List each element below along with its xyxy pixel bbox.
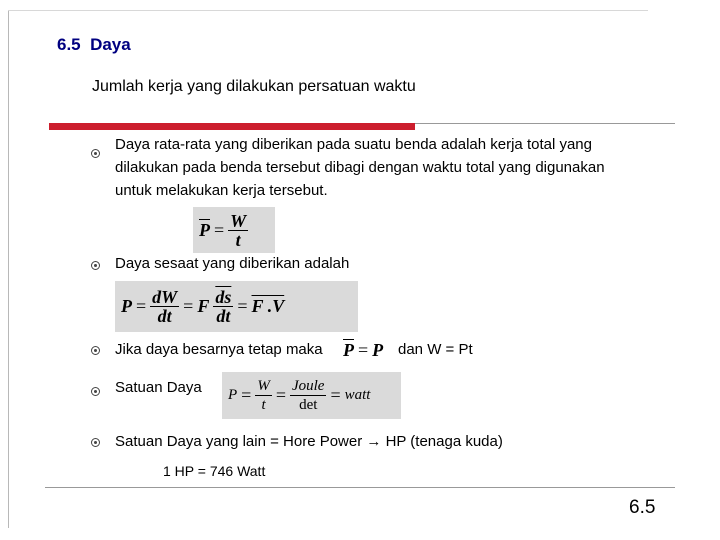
bullet-3-suffix: dan W = Pt bbox=[398, 341, 473, 358]
eq3-equals: = bbox=[358, 339, 369, 360]
equation-average-power bbox=[193, 207, 275, 253]
bullet-3-text: Jika daya besarnya tetap maka bbox=[115, 341, 323, 358]
eq2-equals-3: = bbox=[237, 296, 248, 316]
bullet-1-line-3: untuk melakukan kerja tersebut. bbox=[115, 182, 328, 199]
eq4-numerator-2: Joule bbox=[291, 378, 325, 394]
equation-instantaneous-power bbox=[115, 281, 358, 332]
bullet-5-subtext: 1 HP = 746 Watt bbox=[163, 463, 266, 479]
bullet-icon bbox=[91, 438, 100, 447]
eq3-lhs: $\overline{P}$ bbox=[343, 339, 354, 360]
eq1-denominator: t bbox=[235, 229, 241, 250]
page-number: 6.5 bbox=[629, 497, 656, 518]
eq2-result: F .V bbox=[251, 296, 285, 316]
bullet-1-line-1: Daya rata-rata yang diberikan pada suatu benda adalah kerja total yang bbox=[115, 136, 592, 153]
bullet-icon bbox=[91, 387, 100, 396]
bullet-icon bbox=[91, 261, 100, 270]
footer-rule bbox=[45, 487, 675, 488]
eq2-numerator-1: dW bbox=[152, 287, 178, 307]
eq2-numerator-2: $\overline{ds}$ bbox=[215, 287, 232, 307]
eq1-numerator: W bbox=[230, 210, 247, 231]
accent-bar bbox=[49, 123, 415, 130]
eq4-result: watt bbox=[344, 387, 371, 403]
eq4-denominator-2: det bbox=[299, 397, 318, 413]
bullet-icon bbox=[91, 149, 100, 158]
slide-heading: 6.5 Daya bbox=[57, 35, 131, 54]
eq1-lhs: $\overline{P}$ bbox=[199, 219, 210, 240]
eq4-denominator-1: t bbox=[261, 397, 266, 413]
eq4-equals-1: = bbox=[241, 385, 252, 405]
eq1-equals: = bbox=[214, 219, 225, 240]
eq4-numerator-1: W bbox=[257, 378, 270, 394]
eq4-equals-3: = bbox=[330, 385, 341, 405]
eq4-equals-2: = bbox=[275, 385, 286, 405]
equation-power-unit bbox=[222, 372, 401, 419]
eq4-lhs: P bbox=[228, 387, 238, 403]
bullet-icon bbox=[91, 346, 100, 355]
slide-subtitle: Jumlah kerja yang dilakukan persatuan waktu bbox=[92, 78, 416, 95]
header-rule bbox=[415, 123, 675, 124]
eq2-equals-1: = bbox=[136, 296, 147, 316]
eq2-denominator-1: dt bbox=[157, 306, 172, 326]
bullet-5-text: Satuan Daya yang lain = Hore Power → HP (tenaga kuda) bbox=[115, 433, 503, 450]
bullet-4-text: Satuan Daya bbox=[115, 379, 202, 396]
frame-left-line bbox=[8, 10, 9, 528]
frame-top-line bbox=[8, 10, 648, 11]
eq2-denominator-2: dt bbox=[216, 306, 231, 326]
bullet-2-text: Daya sesaat yang diberikan adalah bbox=[115, 255, 350, 272]
bullet-1-line-2: dilakukan pada benda tersebut dibagi dengan waktu total yang digunakan bbox=[115, 159, 605, 176]
eq2-equals-2: = bbox=[183, 296, 194, 316]
eq2-force: F bbox=[197, 296, 210, 316]
eq3-rhs: P bbox=[372, 339, 384, 360]
eq2-lhs: P bbox=[121, 296, 132, 316]
equation-constant-power bbox=[339, 338, 395, 362]
